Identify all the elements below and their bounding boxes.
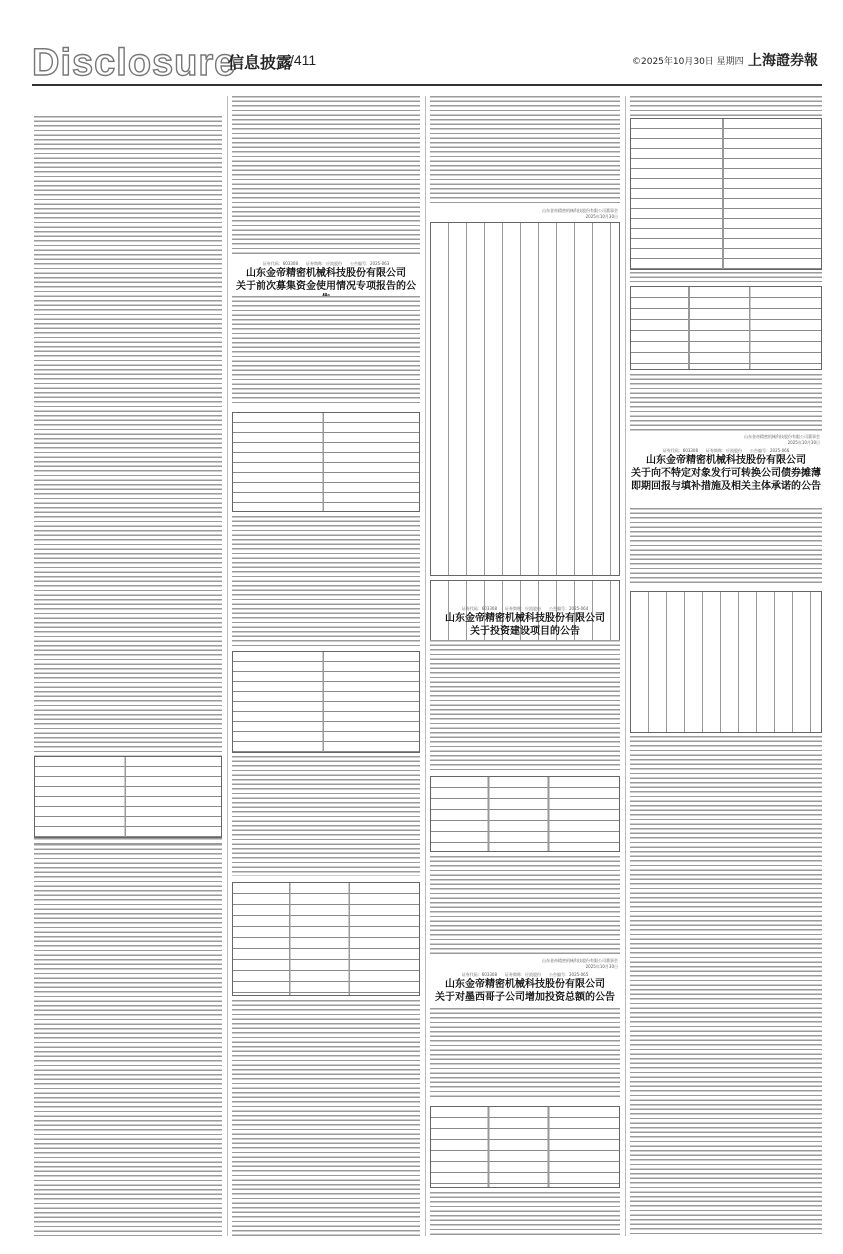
announcement-header [430,972,620,1004]
announcement-title: 关于前次募集资金使用情况专项报告的公 [236,281,416,292]
body-text-block [430,640,620,770]
section-title: 信息披露 [228,53,293,72]
announcement-meta: 证券代码：603308 证券简称：应流股份 公告编号：2025-066 [662,448,790,453]
announcement-meta: 证券代码：603308 证券简称：应流股份 公告编号：2025-063 [262,261,390,266]
announcement-company: 山东金帝精密机械科技股份有限公司 [646,455,806,466]
announcement-title: 关于向不特定对象发行可转换公司债券摊薄即期回报与填补措施及相关主体承诺的公告 [631,468,821,492]
data-table [630,286,822,370]
column-2 [232,96,420,1236]
signoff: 山东金帝精密机械科技股份有限公司董事会 2025年10月30日 [542,208,618,219]
section-logo: Disclosure [32,42,237,84]
data-table [430,776,620,852]
data-table [34,756,222,838]
page-number: /411 [290,52,317,68]
body-text-block [630,508,822,586]
announcement-meta: 证券代码：603308 证券简称：应流股份 公告编号：2025-064 [461,606,589,611]
column-1 [34,96,222,1236]
body-text-block [430,96,620,206]
announcement-header [430,606,620,638]
body-text-block [232,296,420,406]
column-divider [227,96,228,1236]
column-divider [425,96,426,1236]
body-text-block [630,736,822,1236]
announcement-meta: 证券代码：603308 证券简称：应流股份 公告编号：2025-065 [461,972,589,977]
data-table [232,651,420,753]
signoff: 山东金帝精密机械科技股份有限公司董事会 2025年10月30日 [744,434,820,445]
data-table [630,118,822,270]
body-text-block [232,1000,420,1236]
body-text-block [232,96,420,256]
header-rule [32,84,822,86]
body-text-block [630,272,822,282]
body-text-block [630,96,822,116]
column-divider [625,96,626,1236]
masthead [0,0,843,92]
body-text-block [430,1008,620,1100]
issue-date: ©2025年10月30日 星期四 [632,57,744,67]
announcement-company: 山东金帝精密机械科技股份有限公司 [445,613,605,624]
data-table [630,591,822,733]
announcement-company: 山东金帝精密机械科技股份有限公司 [445,979,605,990]
data-table [232,412,420,512]
body-text-block [430,856,620,956]
announcement-header [630,448,822,493]
column-4 [630,96,822,1236]
column-3 [430,96,620,1236]
body-text-block [232,756,420,876]
data-table [430,1106,620,1188]
newspaper-name: 上海證券報 [748,53,818,69]
data-table [232,882,420,996]
body-text-block [34,844,222,1236]
body-text-block [34,116,222,856]
body-text-block [232,516,420,646]
body-text-block [630,374,822,434]
announcement-title: 关于对墨西哥子公司增加投资总额的公告 [435,992,615,1003]
announcement-company: 山东金帝精密机械科技股份有限公司 [246,268,406,279]
data-table [430,222,620,576]
signoff: 山东金帝精密机械科技股份有限公司董事会 2025年10月30日 [542,958,618,969]
body-text-block [430,1192,620,1236]
announcement-title: 关于投资建设项目的公告 [470,626,580,637]
